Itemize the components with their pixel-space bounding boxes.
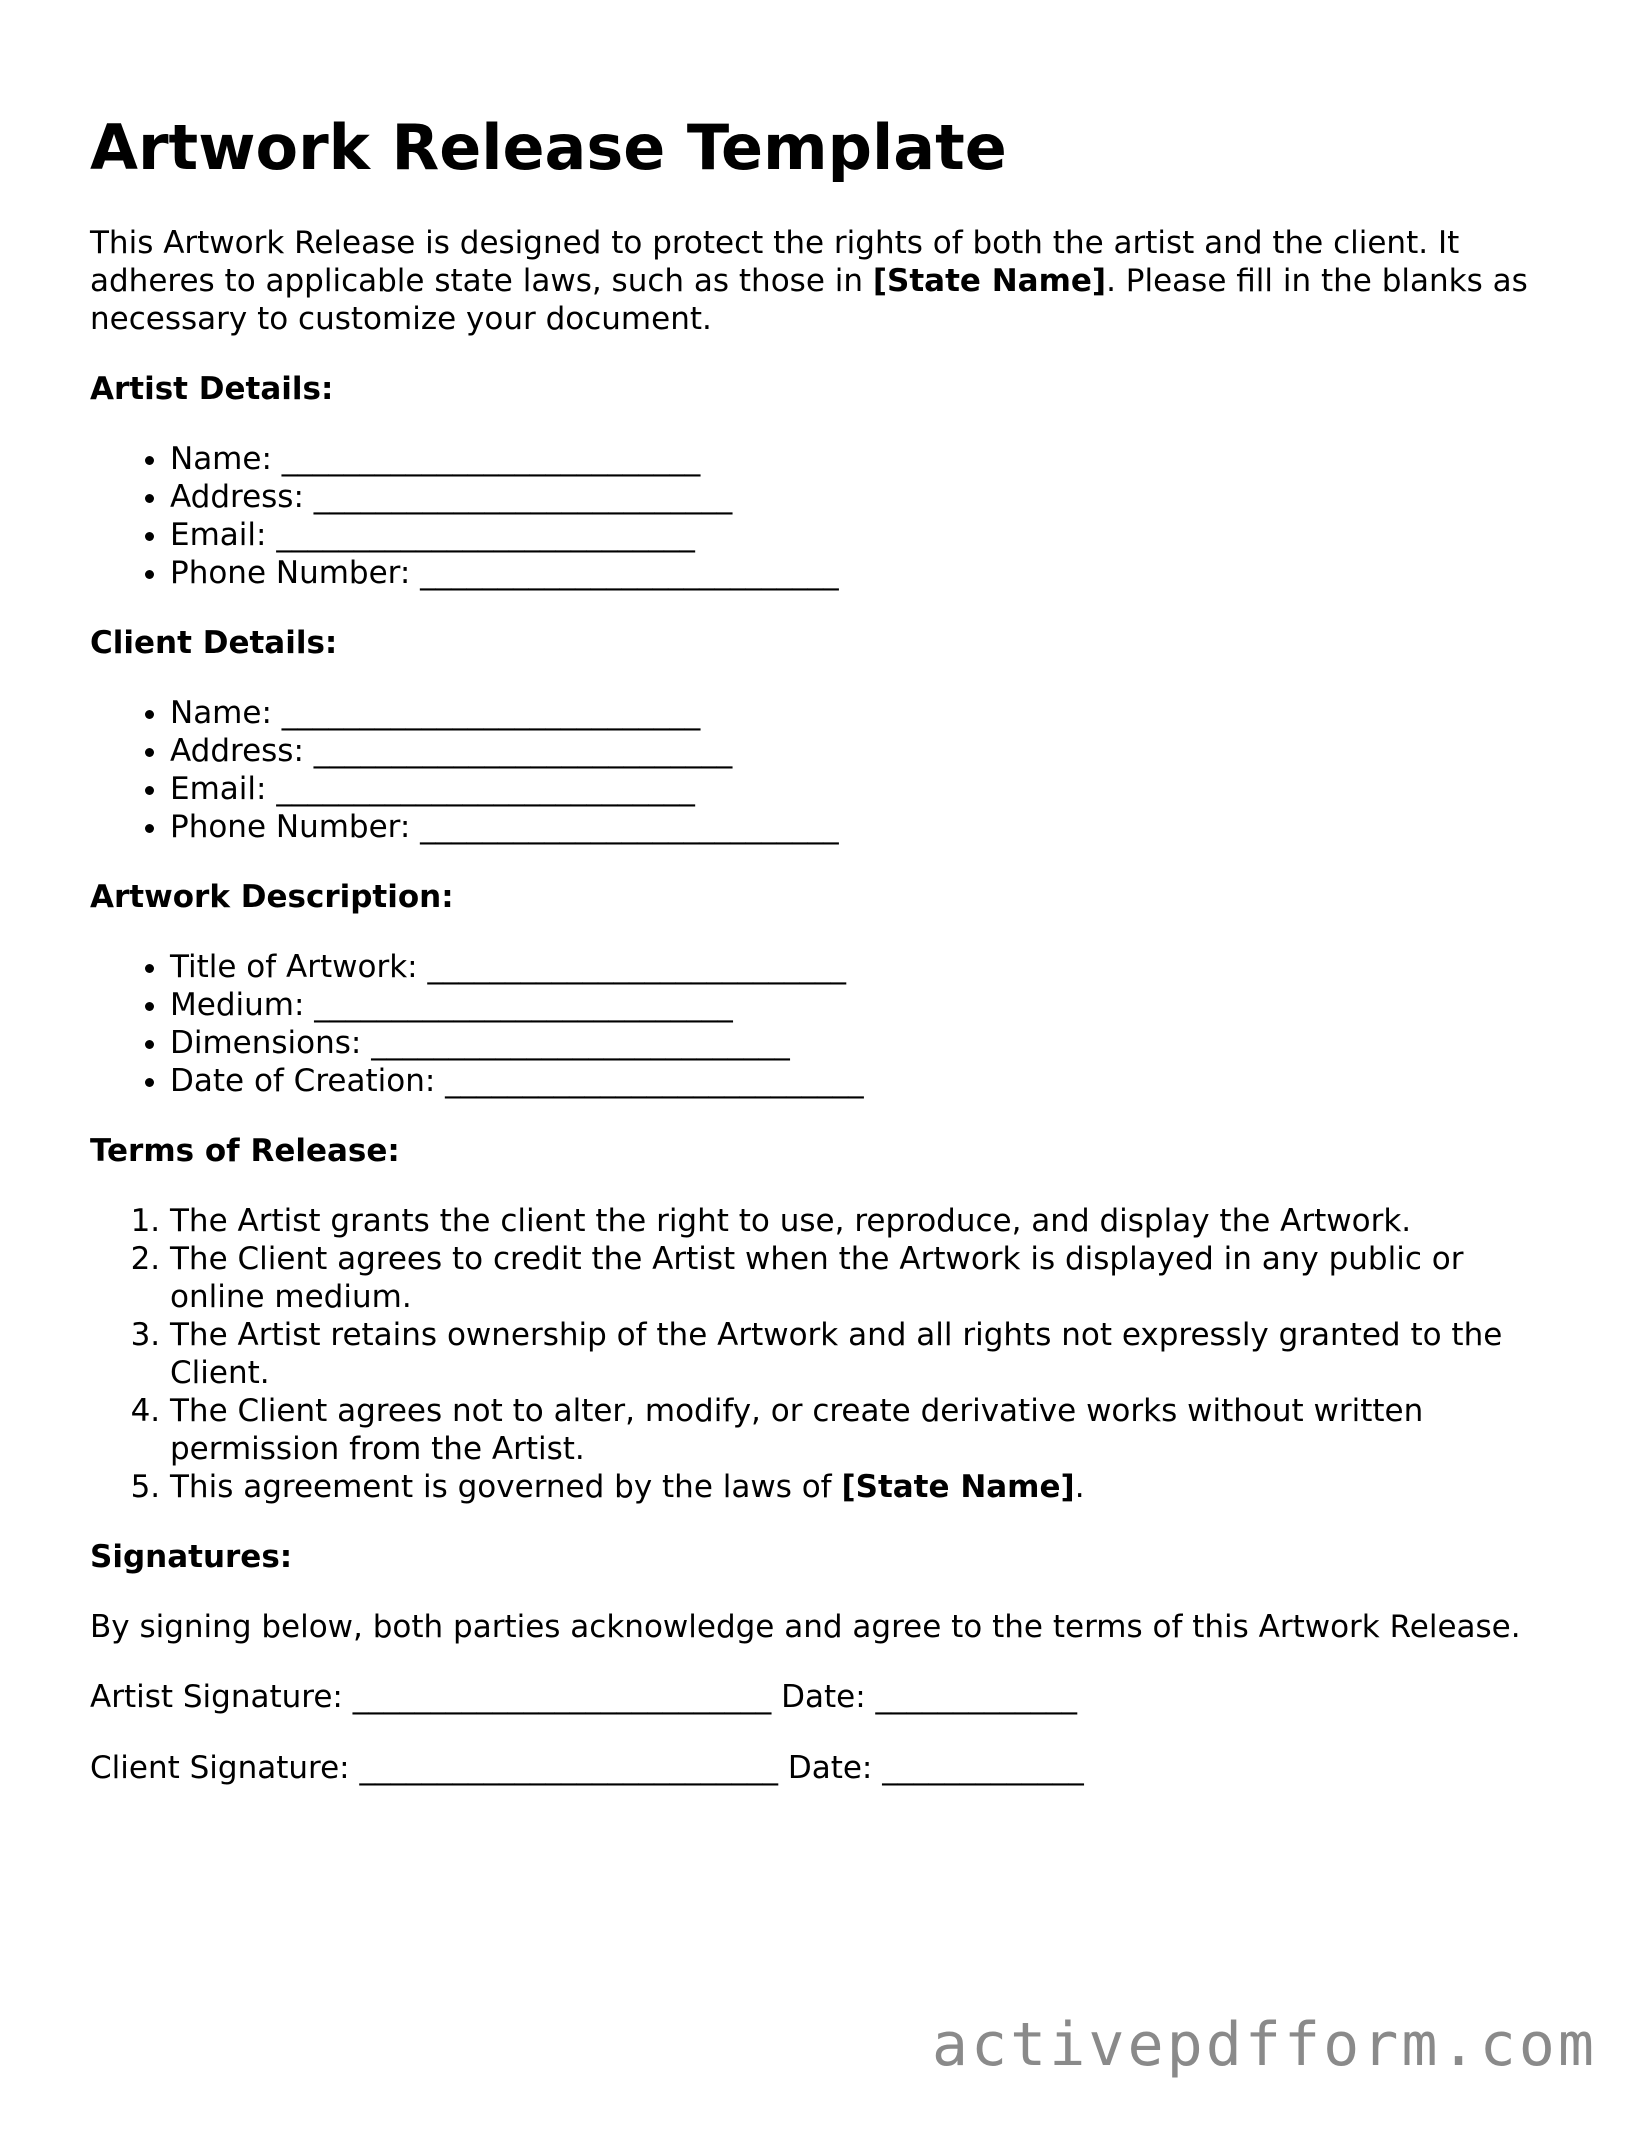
client-signature-label: Client Signature: bbox=[90, 1750, 350, 1786]
client-signature-line bbox=[90, 1749, 1560, 1787]
fill-blank[interactable]: ___________________________ bbox=[445, 1063, 864, 1099]
artist-details-heading: Artist Details: bbox=[90, 371, 334, 407]
artist-signature-blank[interactable]: ___________________________ bbox=[352, 1679, 772, 1715]
artist-phone-field bbox=[170, 554, 1560, 592]
fill-blank[interactable]: ___________________________ bbox=[281, 695, 701, 731]
fill-blank[interactable]: ___________________________ bbox=[314, 987, 733, 1023]
artwork-date-field bbox=[170, 1062, 1560, 1100]
state-name-placeholder: [State Name] bbox=[872, 263, 1107, 299]
page-title: Artwork Release Template bbox=[90, 111, 1007, 184]
terms-list bbox=[90, 1202, 1560, 1506]
field-label: Date of Creation: bbox=[170, 1063, 436, 1099]
term-item: 1. The Artist grants the client the right to use, reproduce, and display the Artwork. bbox=[170, 1202, 1560, 1240]
fill-blank[interactable]: ___________________________ bbox=[281, 441, 701, 477]
term-item: 4. The Client agrees not to alter, modify, or create derivative works without written permission from the Artist. bbox=[170, 1392, 1560, 1468]
fill-blank[interactable]: ___________________________ bbox=[427, 949, 846, 985]
field-label: Phone Number: bbox=[170, 809, 411, 845]
field-label: Phone Number: bbox=[170, 555, 411, 591]
fill-blank[interactable]: ___________________________ bbox=[420, 809, 839, 845]
term-item bbox=[170, 1468, 1560, 1506]
term-item: 3. The Artist retains ownership of the Artwork and all rights not expressly granted to the Client. bbox=[170, 1316, 1560, 1392]
field-label: Name: bbox=[170, 441, 272, 477]
fill-blank[interactable]: ___________________________ bbox=[420, 555, 839, 591]
term-text-end: . bbox=[1074, 1469, 1085, 1505]
client-email-field bbox=[170, 770, 1560, 808]
fill-blank[interactable]: ___________________________ bbox=[371, 1025, 790, 1061]
fill-blank[interactable]: ___________________________ bbox=[313, 733, 733, 769]
date-label: Date: bbox=[781, 1679, 866, 1715]
client-signature-blank[interactable]: ___________________________ bbox=[359, 1750, 778, 1786]
intro-text-1: This Artwork Release is designed to protect the rights of both the artist and the client. It adheres to applicable state laws, such as those in bbox=[90, 225, 1460, 299]
watermark-logo: activepdfform.com bbox=[931, 2010, 1597, 2080]
artwork-description-heading: Artwork Description: bbox=[90, 879, 454, 915]
term-text: This agreement is governed by the laws of bbox=[170, 1469, 842, 1505]
document-page bbox=[90, 110, 1560, 1820]
terms-heading: Terms of Release: bbox=[90, 1133, 400, 1169]
signatures-intro: By signing below, both parties acknowledge and agree to the terms of this Artwork Release. bbox=[90, 1609, 1521, 1645]
client-address-field bbox=[170, 732, 1560, 770]
client-name-field bbox=[170, 694, 1560, 732]
client-details-list bbox=[90, 694, 1560, 846]
artist-name-field bbox=[170, 440, 1560, 478]
field-label: Address: bbox=[170, 479, 304, 515]
fill-blank[interactable]: ___________________________ bbox=[276, 517, 695, 553]
artist-details-list bbox=[90, 440, 1560, 592]
artist-address-field bbox=[170, 478, 1560, 516]
date-label: Date: bbox=[787, 1750, 873, 1786]
fill-blank[interactable]: ___________________________ bbox=[313, 479, 733, 515]
client-phone-field bbox=[170, 808, 1560, 846]
field-label: Medium: bbox=[170, 987, 305, 1023]
artist-email-field bbox=[170, 516, 1560, 554]
field-label: Email: bbox=[170, 771, 267, 807]
artwork-medium-field bbox=[170, 986, 1560, 1024]
field-label: Name: bbox=[170, 695, 272, 731]
client-date-blank[interactable]: _____________ bbox=[882, 1750, 1084, 1786]
artwork-title-field bbox=[170, 948, 1560, 986]
intro-text-2: . Please fill in the blanks as necessary to customize your document. bbox=[90, 263, 1528, 337]
term-item: 2. The Client agrees to credit the Artist when the Artwork is displayed in any public or online medium. bbox=[170, 1240, 1560, 1316]
artwork-dimensions-field bbox=[170, 1024, 1560, 1062]
fill-blank[interactable]: ___________________________ bbox=[276, 771, 695, 807]
field-label: Title of Artwork: bbox=[170, 949, 418, 985]
artwork-description-list bbox=[90, 948, 1560, 1100]
field-label: Address: bbox=[170, 733, 304, 769]
intro-paragraph bbox=[90, 224, 1560, 338]
signatures-heading: Signatures: bbox=[90, 1539, 293, 1575]
client-details-heading: Client Details: bbox=[90, 625, 338, 661]
field-label: Dimensions: bbox=[170, 1025, 362, 1061]
artist-date-blank[interactable]: _____________ bbox=[875, 1679, 1077, 1715]
artist-signature-label: Artist Signature: bbox=[90, 1679, 343, 1715]
field-label: Email: bbox=[170, 517, 267, 553]
state-name-placeholder: [State Name] bbox=[841, 1469, 1075, 1505]
artist-signature-line bbox=[90, 1678, 1560, 1716]
